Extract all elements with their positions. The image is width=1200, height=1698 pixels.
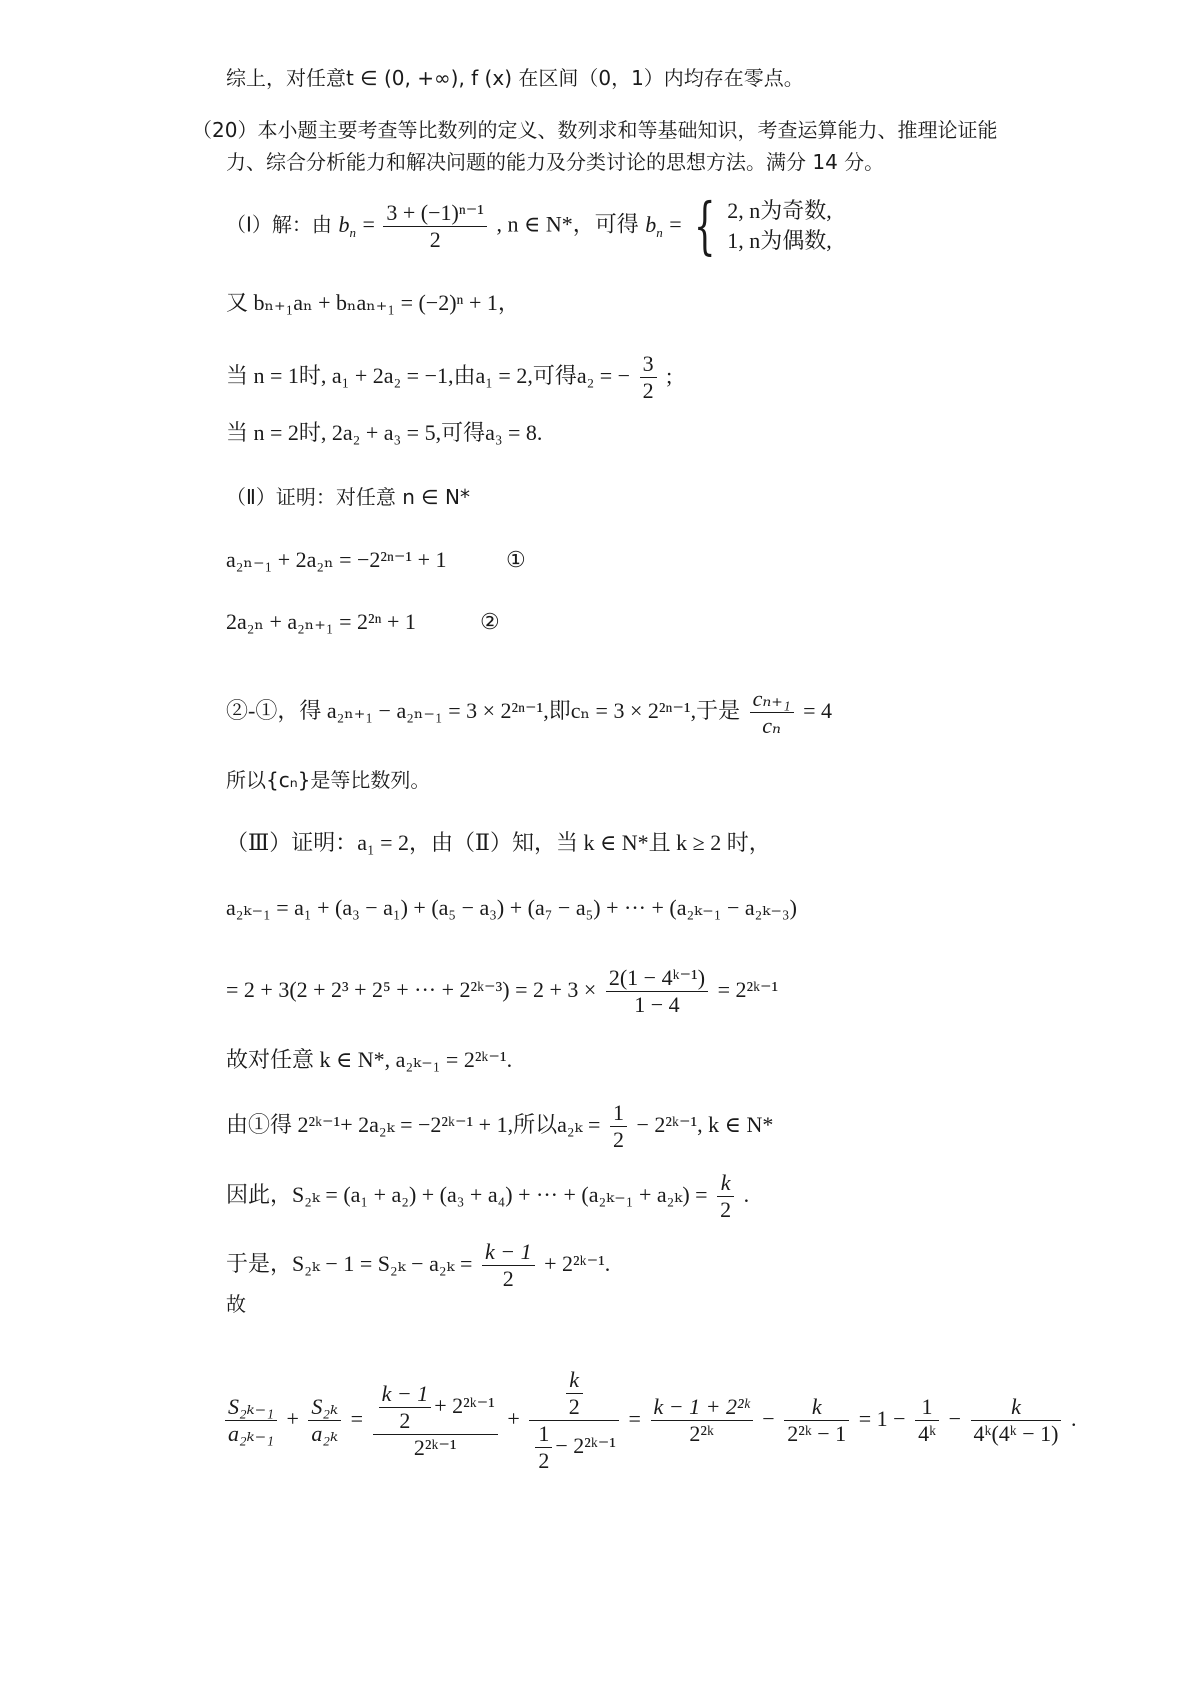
even-term-line: 由①得 2²ᵏ⁻¹+ 2a₂ₖ = −2²ᵏ⁻¹ + 1,所以a₂ₖ = $\frac{1}{2}$ − 2²ᵏ⁻¹, k ∈ N* (226, 1100, 774, 1152)
final-equation: $\frac{\text{S₂ₖ₋₁}}{\text{a₂ₖ₋₁}}$ + $\frac{\text{S₂ₖ}}{\text{a₂ₖ}}$ = $\frac{k - 1}{2}$ + 2²ᵏ⁻¹ 2²ᵏ⁻¹ + $\frac{k}{2}$ $\frac{1}{2}$ − 2²ᵏ⁻¹ = $\frac{\text{k − 1 + 2²ᵏ}}{\text{2²ᵏ}}$ − $\frac{k}{\text{2²ᵏ − 1}}$ = 1 − $\frac{1}{\text{4ᵏ}}$ − $\frac{k}{\text{4ᵏ(4ᵏ − 1)}}$ . (222, 1367, 1077, 1474)
equation-1: a₂ₙ₋₁ + 2a₂ₙ = −2²ⁿ⁻¹ + 1 (226, 547, 447, 572)
cases-brace: { (694, 189, 716, 262)
problem-20-intro: （20）本小题主要考查等比数列的定义、数列求和等基础知识，考查运算能力、推理论证能 (192, 118, 998, 142)
final-term-6: $\frac{k}{\text{2²ᵏ − 1}}$ (784, 1394, 849, 1447)
s2k-minus-one-line: 于是，S₂ₖ − 1 = S₂ₖ − a₂ₖ = $\frac{k - 1}{2}$ + 2²ᵏ⁻¹. (226, 1239, 611, 1291)
final-term-3: $\frac{k - 1}{2}$ + 2²ᵏ⁻¹ 2²ᵏ⁻¹ (373, 1381, 498, 1461)
final-term-5: $\frac{\text{k − 1 + 2²ᵏ}}{\text{2²ᵏ}}$ (651, 1394, 753, 1447)
part-2-heading: （Ⅱ）证明：对任意 n ∈ N* (226, 485, 470, 509)
three-halves-fraction: $\frac{3}{2}$ (640, 351, 657, 404)
odd-term-result: 故对任意 k ∈ N*, a₂ₖ₋₁ = 2²ᵏ⁻¹. (226, 1047, 513, 1072)
case-n-2-line: 当 n = 2时, 2a₂ + a₃ = 5,可得a₃ = 8. (226, 420, 543, 445)
final-term-4-inner: $\frac{k}{2}$ (566, 1367, 583, 1420)
final-term-8: $\frac{k}{\text{4ᵏ(4ᵏ − 1)}}$ (971, 1394, 1062, 1447)
half-fraction: $\frac{1}{2}$ (610, 1100, 627, 1153)
cases-block: 2, n为奇数, 1, n为偶数, (727, 198, 832, 253)
b-n-fraction: $\frac{\text{3 + (−1)ⁿ⁻¹}}{2}$ (383, 200, 487, 253)
final-term-4: $\frac{k}{2}$ $\frac{1}{2}$ − 2²ᵏ⁻¹ (529, 1367, 619, 1474)
problem-20-intro-cont: 力、综合分析能力和解决问题的能力及分类讨论的思想方法。满分 14 分。 (226, 150, 885, 174)
geometric-sum-line: = 2 + 3(2 + 2³ + 2⁵ + ··· + 2²ᵏ⁻³) = 2 + 3 × $\frac{\text{2(1 − 4ᵏ⁻¹)}}{1 - 4}$ = 2²ᵏ⁻¹ (226, 965, 779, 1017)
part-3-heading: （Ⅲ）证明：a₁ = 2，由（Ⅱ）知，当 k ∈ N*且 k ≥ 2 时， (226, 830, 771, 855)
b-n-symbol: $b_n$ (338, 211, 356, 240)
final-term-4-den-half: $\frac{1}{2}$ (535, 1421, 552, 1474)
case-n-1-line: 当 n = 1时, a₁ + 2a₂ = −1,由a₁ = 2,可得a₂ = − $\frac{3}{2}$ ; (226, 351, 673, 403)
partial-sum-line: 因此，S₂ₖ = (a₁ + a₂) + (a₃ + a₄) + ··· + (a₂ₖ₋₁ + a₂ₖ) = $\frac{k}{2}$ . (226, 1170, 750, 1222)
final-term-7: $\frac{1}{\text{4ᵏ}}$ (915, 1394, 939, 1447)
part-1-definition: （Ⅰ）解：由 $b_n$ = $\frac{\text{3 + (−1)ⁿ⁻¹}}{2}$ , n ∈ N*，可得 $b_n$ = { 2, n为奇数, 1, n为偶数, (226, 189, 832, 262)
equation-2-marker: ② (480, 609, 500, 634)
recurrence-line: 又 bₙ₊₁aₙ + bₙaₙ₊₁ = (−2)ⁿ + 1， (226, 290, 520, 315)
subtraction-line: ②-①，得 a₂ₙ₊₁ − a₂ₙ₋₁ = 3 × 2²ⁿ⁻¹,即cₙ = 3 × 2²ⁿ⁻¹,于是 $\frac{\text{cₙ₊₁}}{\text{cₙ}}$ = 4 (226, 686, 833, 738)
geometric-conclusion: 所以{cₙ}是等比数列。 (226, 768, 431, 792)
k-half-fraction: $\frac{k}{2}$ (717, 1170, 734, 1223)
final-term-1: $\frac{\text{S₂ₖ₋₁}}{\text{a₂ₖ₋₁}}$ (225, 1394, 277, 1447)
telescoping-sum: a₂ₖ₋₁ = a₁ + (a₃ − a₁) + (a₅ − a₃) + (a₇ − a₅) + ··· + (a₂ₖ₋₁ − a₂ₖ₋₃) (226, 895, 797, 920)
equation-1-marker: ① (506, 547, 526, 572)
final-term-3-inner: $\frac{k - 1}{2}$ (379, 1381, 432, 1434)
equation-2: 2a₂ₙ + a₂ₙ₊₁ = 2²ⁿ + 1 (226, 609, 416, 634)
therefore-word: 故 (226, 1292, 246, 1316)
k-minus-one-half-fraction: $\frac{k - 1}{2}$ (482, 1239, 535, 1292)
conclusion-line: 综上，对任意t ∈ (0, +∞), f (x) 在区间（0，1）内均存在零点。 (226, 66, 804, 90)
final-term-2: $\frac{\text{S₂ₖ}}{\text{a₂ₖ}}$ (308, 1394, 341, 1447)
geometric-sum-fraction: $\frac{\text{2(1 − 4ᵏ⁻¹)}}{1 - 4}$ (606, 965, 708, 1018)
c-ratio-fraction: $\frac{\text{cₙ₊₁}}{\text{cₙ}}$ (750, 686, 794, 739)
